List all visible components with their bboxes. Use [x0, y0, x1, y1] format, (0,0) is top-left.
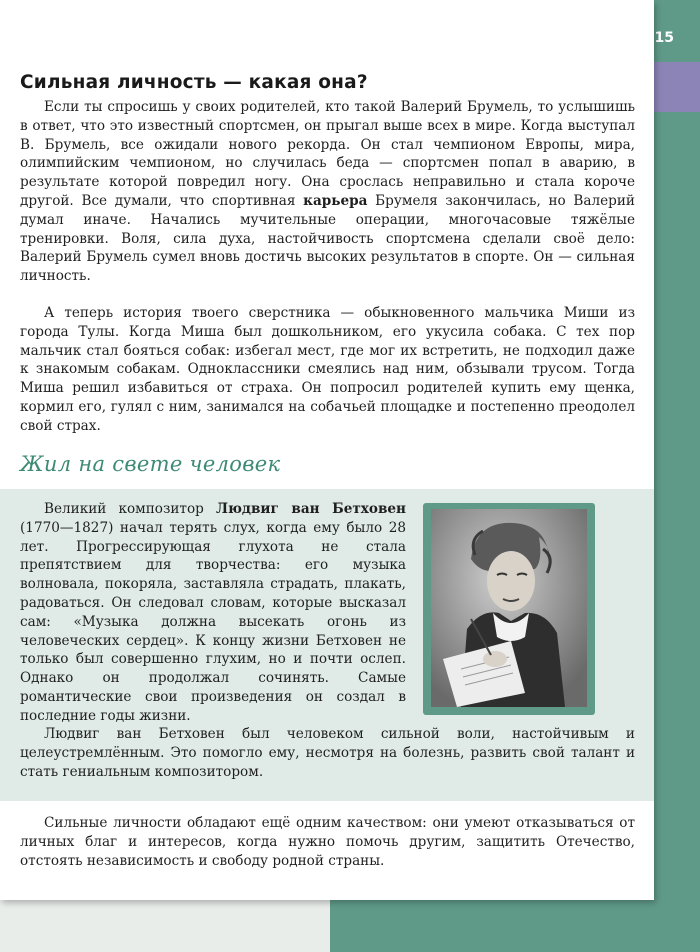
bio-name: Людвиг ван Бетховен: [215, 501, 407, 517]
section-title: Жил на свете человек: [20, 452, 281, 476]
decor-band-bottom: [330, 895, 700, 952]
paragraph-misha: [20, 304, 635, 436]
bio-continuation-text: Людвиг ван Бетховен был человеком сильной воли, настойчивым и целеустремлённым. Это помогло ему, несмотря на болезнь, развить свой талант и стать гениальным композитором.: [20, 726, 635, 780]
beethoven-bio: [20, 500, 406, 726]
beethoven-portrait: [431, 509, 587, 707]
page-number: 15: [654, 30, 674, 46]
portrait-illustration: [431, 509, 587, 707]
page-heading: Сильная личность — какая она?: [20, 72, 368, 93]
paragraph-brumel: [20, 98, 635, 286]
bio-intro: Великий композитор: [44, 501, 216, 517]
bio-rest: (1770—1827) начал терять слух, когда ему было 28 лет. Прогрессирующая глухота не стала препятствием для творчества: его музыка волновала, покоряла, заставляла страдать, плакать, радоваться. Он следовал словам, которые высказал сам: «Музыка должна высекать огонь из человеческих сердец». К концу жизни Бетховен не только был совершенно глухим, но и почти ослеп. Однако он продолжал сочинять. Самые романтические свои произведения он создал в последние годы жизни.: [20, 519, 406, 724]
beethoven-bio-continuation: [20, 725, 635, 781]
final-text: Сильные личности обладают ещё одним качеством: они умеют отказываться от личных благ и интересов, когда нужно помочь другим, защитить Отечество, отстоять независимость и свободу родной страны.: [20, 815, 635, 869]
para2-text: А теперь история твоего сверстника — обыкновенного мальчика Миши из города Тулы. Когда Миша был дошкольником, его укусила собака. С тех пор мальчик стал бояться собак: избегал мест, где мог их встретить, не подходил даже к знакомым собакам. Одноклассники смеялись над ним, обзывали трусом. Тогда Миша решил избавиться от страха. Он попросил родителей купить ему щенка, кормил его, гулял с ним, занимался на собачьей площадке и постепенно преодолел свой страх.: [20, 305, 635, 434]
para1-after: Брумеля закончилась, но Валерий думал иначе. Начались мучительные операции, многочасовые тяжёлые тренировки. Воля, сила духа, настойчивость спортсмена сделали своё дело: Валерий Брумель сумел вновь достичь высоких результатов в спорте. Он — сильная личность.: [20, 192, 635, 285]
para1-before: Если ты спросишь у своих родителей, кто такой Валерий Брумель, то услышишь в ответ, что это известный спортсмен, он прыгал выше всех в мире. Когда выступал В. Брумель, все ожидали нового рекорда. Он стал чемпионом Европы, мира, олимпийским чемпионом, но случилась беда — спортсмен попал в аварию, в результате которой повредил ногу. Она срослась неправильно и стала короче другой. Все думали, что спортивная: [20, 99, 635, 209]
para1-bold-term: карьера: [303, 192, 368, 209]
paragraph-conclusion: [20, 814, 635, 870]
